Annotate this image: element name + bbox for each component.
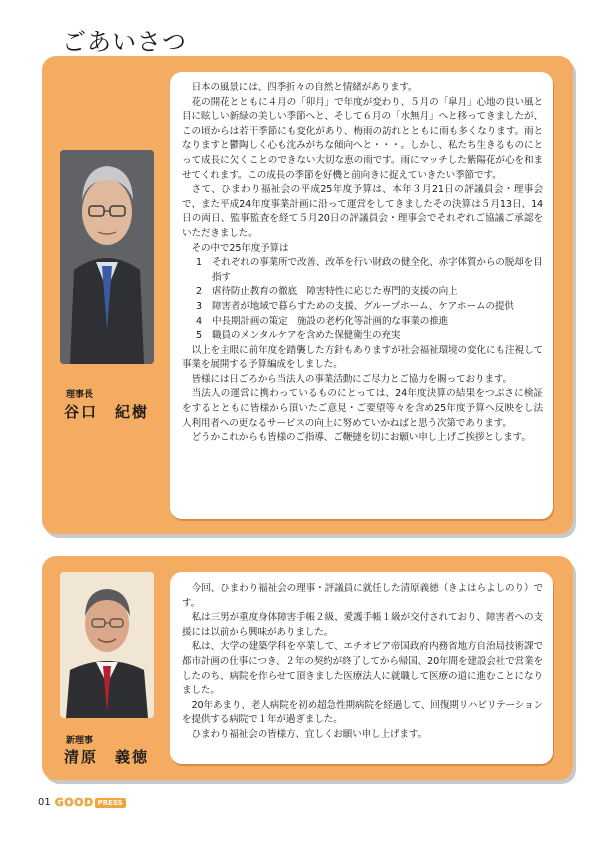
new-director-paragraph: ひまわり福祉会の皆様方、宜しくお願い申し上げます。 bbox=[191, 728, 427, 740]
chairman-paragraph: 花の開花とともに４月の「卯月」で年度が変わり、５月の「皐月」心地の良い風と目に眩しい新緑の美しい季節へと、そして６月の「水無月」へと移ってきましたが、この頃からは若干季節にも変化があり、梅雨の訪れとともに雨も多くなります。雨となりますと鬱陶しく心も沈みがちな傾向へと・・・。しかし、私たち生きるものにとって成長に欠くことのできない大切な恵の雨です。雨にマッチした紫陽花が心を和ませてくれます。この成長の季節を好機と前向きに捉えていきたい季節です。 bbox=[182, 96, 543, 181]
chairman-photo bbox=[60, 150, 154, 364]
page-number: 01 bbox=[38, 797, 51, 808]
chairman-name: 谷口 紀樹 bbox=[64, 403, 150, 421]
chairman-paragraph: どうかこれからも皆様のご指導、ご鞭撻を切にお願い申し上げご挨拶とします。 bbox=[191, 432, 531, 444]
list-item-number: 2 bbox=[196, 286, 202, 298]
new-director-paragraph: 今回、ひまわり福祉会の理事・評議員に就任した清原義徳（きよはらよしのり）です。 bbox=[182, 583, 543, 609]
chairman-greeting-text bbox=[170, 72, 553, 519]
chairman-paragraph: 以上を主眼に前年度を踏襲した方針もありますが社会福祉環境の変化にも注視して事業を展開する予算編成をしました。 bbox=[182, 344, 543, 371]
list-item-number: 3 bbox=[196, 300, 202, 312]
list-item-number: 1 bbox=[196, 257, 202, 269]
new-director-greeting-text bbox=[170, 572, 553, 764]
chairman-paragraph: 当法人の運営に携わっているものにとっては、24年度決算の結果をつぶさに検証をするとともに皆様から頂いたご意見・ご要望等々を含め25年度予算へ反映をし法人利用者への更なるサービスの向上に努めていかねばと思う次第であります。 bbox=[182, 388, 543, 429]
list-item bbox=[182, 315, 543, 330]
new-director-role: 新理事 bbox=[66, 736, 94, 746]
list-item-text: 中長期計画の策定 施設の老朽化等計画的な事業の推進 bbox=[212, 315, 449, 327]
logo-good-text: GOOD bbox=[54, 796, 94, 809]
list-item-text: 職員のメンタルケアを含めた保健衛生の充実 bbox=[212, 330, 401, 342]
list-item bbox=[182, 300, 543, 315]
new-director-portrait-illustration bbox=[60, 572, 154, 718]
new-director-name: 清原 義徳 bbox=[64, 748, 150, 766]
page-footer bbox=[38, 796, 126, 809]
page-title: ごあいさつ bbox=[62, 28, 187, 56]
list-item bbox=[182, 256, 543, 285]
new-director-paragraph: 20年あまり、老人病院を初め超急性期病院を経過して、回復期リハビリテーションを提供する病院で１年が過ぎました。 bbox=[182, 699, 543, 726]
list-item-text: 障害者が地域で暮らすための支援、グループホーム、ケアホームの提供 bbox=[212, 300, 514, 312]
chairman-portrait-illustration bbox=[60, 150, 154, 364]
new-director-paragraph: 私は、大学の建築学科を卒業して、エチオピア帝国政府内務省地方自治局技術課で都市計画の仕事につき、２年の契約が終了してから帰国、20年間を建設会社で営業をしたのち、病院を作らせて頂きました医療法人に就職して医療の道に進むことになりました。 bbox=[182, 641, 543, 697]
list-item-number: 5 bbox=[196, 330, 202, 342]
list-item bbox=[182, 285, 543, 300]
budget-priority-list bbox=[182, 256, 543, 344]
list-item-text: 虐待防止教育の徹底 障害特性に応じた専門的支援の向上 bbox=[212, 286, 458, 298]
chairman-role: 理事長 bbox=[66, 390, 94, 400]
logo-press-text: PRESS bbox=[95, 798, 126, 808]
chairman-paragraph: その中で25年度予算は bbox=[191, 242, 289, 254]
list-item-text: それぞれの事業所で改善、改革を行い財政の健全化、赤字体質からの脱却を目指す bbox=[212, 257, 543, 283]
chairman-paragraph: さて、ひまわり福祉会の平成25年度予算は、本年３月21日の評議員会・理事会で、また平成24年度事業計画に沿って運営をしてきましたその決算は５月13日、14日の両日、監事監査を経て５月20日の評議員会・理事会でそれぞれご協議ご承認をいただきました。 bbox=[182, 184, 543, 239]
list-item-number: 4 bbox=[196, 315, 202, 327]
new-director-photo bbox=[60, 572, 154, 718]
new-director-paragraph: 私は三男が重度身体障害手帳２級、愛護手帳１級が交付されており、障害者への支援には以前から興味がありました。 bbox=[182, 612, 543, 638]
good-press-logo bbox=[55, 796, 126, 809]
chairman-paragraph: 皆様には日ごろから当法人の事業活動にご尽力とご協力を賜っております。 bbox=[191, 373, 512, 385]
list-item bbox=[182, 329, 543, 344]
chairman-paragraph: 日本の風景には、四季折々の自然と情緒があります。 bbox=[191, 82, 418, 93]
